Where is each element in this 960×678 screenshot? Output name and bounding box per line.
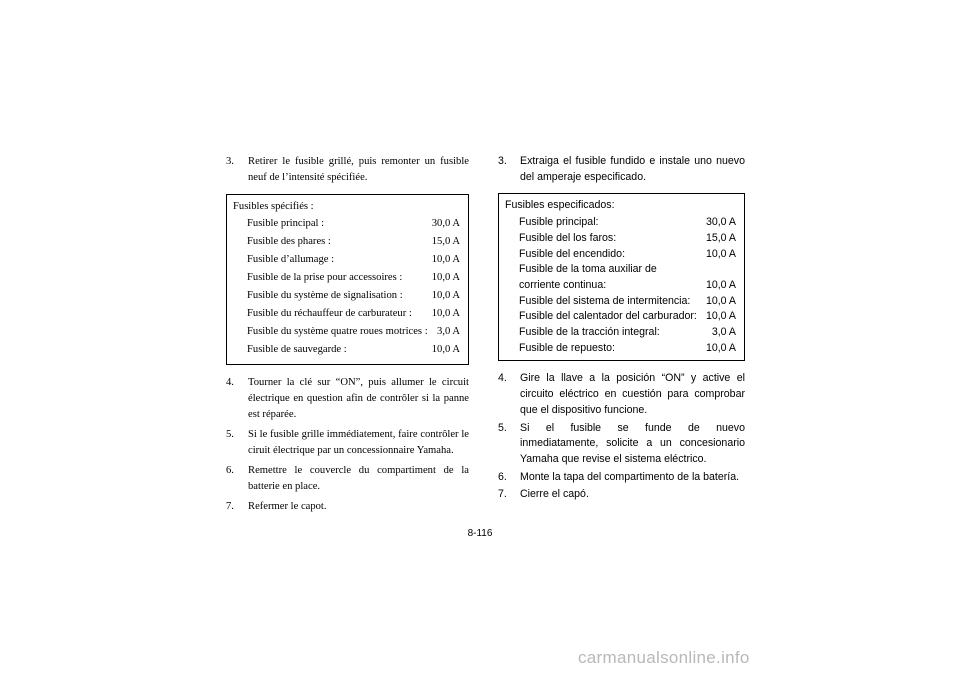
fr-step-3 xyxy=(226,154,469,186)
fr-fuse-label: Fusible principal : xyxy=(247,218,325,229)
fr-fuse-label: Fusible de sauvegarde : xyxy=(247,344,347,355)
es-fuse-row xyxy=(505,309,736,325)
fr-fuse-label: Fusible du système quatre roues motrices : xyxy=(247,326,428,337)
fr-fuse-row xyxy=(233,342,460,358)
es-step-7-number: 7. xyxy=(498,488,507,501)
fr-fuse-label: Fusible du système de signalisation : xyxy=(247,290,403,301)
es-fuse-spec-heading: Fusibles especificados: xyxy=(505,199,615,212)
fr-fuse-label: Fusible de la prise pour accessoires : xyxy=(247,272,403,283)
es-step-4-number: 4. xyxy=(498,372,507,385)
es-step-6-number: 6. xyxy=(498,470,507,483)
spanish-column xyxy=(498,154,745,505)
es-fuse-row xyxy=(505,215,736,231)
fr-step-4-text: Tourner la clé sur “ON”, puis allumer le circuit électrique en question afin de contrôler si la panne est réparée. xyxy=(248,377,469,420)
fr-fuse-label: Fusible des phares : xyxy=(247,236,331,247)
es-fuse-row xyxy=(505,262,736,293)
es-fuse-label: Fusible del calentador del carburador: xyxy=(519,310,697,323)
fr-step-5 xyxy=(226,427,469,459)
es-step-5-text: Si el fusible se funde de nuevo inmediatamente, solicite a un concesionario Yamaha que revise el sistema eléctrico. xyxy=(520,421,745,465)
fr-step-7-number: 7. xyxy=(226,501,234,512)
fr-fuse-value: 10,0 A xyxy=(431,344,460,355)
fr-fuse-row xyxy=(233,288,460,304)
es-step-7 xyxy=(498,487,745,503)
es-fuse-label: Fusible de la toma auxiliar de corriente continua: xyxy=(519,263,657,291)
fr-step-7 xyxy=(226,499,469,515)
fr-fuse-value: 3,0 A xyxy=(437,326,460,337)
fr-fuse-value: 10,0 A xyxy=(431,308,460,319)
es-fuse-spec-box xyxy=(498,193,745,361)
es-fuse-label: Fusible del los faros: xyxy=(519,231,617,244)
fr-step-5-number: 5. xyxy=(226,429,234,440)
es-fuse-row xyxy=(505,325,736,341)
es-fuse-label: Fusible de repuesto: xyxy=(519,341,615,354)
fr-step-6 xyxy=(226,463,469,495)
fr-fuse-value: 15,0 A xyxy=(431,236,460,247)
es-step-4-text: Gire la llave a la posición “ON” y active el circuito eléctrico en cuestión para comprobar que el dispositivo funcione. xyxy=(520,372,745,416)
fr-fuse-spec-box xyxy=(226,194,469,365)
fr-step-3-text: Retirer le fusible grillé, puis remonter un fusible neuf de l’intensité spécifiée. xyxy=(248,156,469,183)
es-fuse-label: Fusible de la tracción integral: xyxy=(519,326,660,339)
fr-fuse-row xyxy=(233,252,460,268)
es-step-5 xyxy=(498,421,745,468)
es-fuse-label: Fusible del sistema de intermitencia: xyxy=(519,294,691,307)
es-fuse-row xyxy=(505,341,736,357)
fr-fuse-value: 10,0 A xyxy=(431,290,460,301)
es-fuse-value: 15,0 A xyxy=(705,231,736,244)
es-step-3 xyxy=(498,154,745,185)
watermark: carmanualsonline.info xyxy=(578,648,750,667)
es-step-4 xyxy=(498,371,745,418)
fr-step-7-text: Refermer le capot. xyxy=(248,501,327,512)
es-fuse-value: 10,0 A xyxy=(705,247,736,260)
page-number: 8-116 xyxy=(467,528,493,539)
es-step-6-text: Monte la tapa del compartimento de la batería. xyxy=(520,470,740,483)
es-step-6 xyxy=(498,470,745,486)
fr-step-4 xyxy=(226,375,469,423)
es-fuse-label: Fusible del encendido: xyxy=(519,247,626,260)
fr-step-5-text: Si le fusible grille immédiatement, faire contrôler le ciruit électrique par un concessionnaire Yamaha. xyxy=(248,429,469,456)
es-fuse-value: 3,0 A xyxy=(711,326,736,339)
es-step-5-number: 5. xyxy=(498,421,507,434)
fr-step-6-number: 6. xyxy=(226,465,234,476)
es-step-3-text: Extraiga el fusible fundido e instale uno nuevo del amperaje especificado. xyxy=(520,155,745,183)
french-column xyxy=(226,154,469,519)
fr-fuse-label: Fusible d’allumage : xyxy=(247,254,335,265)
es-fuse-row xyxy=(505,247,736,263)
es-step-3-number: 3. xyxy=(498,155,507,167)
es-fuse-value: 10,0 A xyxy=(705,278,736,291)
fr-fuse-value: 10,0 A xyxy=(431,254,460,265)
fr-fuse-value: 30,0 A xyxy=(431,218,460,229)
fr-fuse-value: 10,0 A xyxy=(431,272,460,283)
fr-step-6-text: Remettre le couvercle du compartiment de la batterie en place. xyxy=(248,465,469,492)
fr-fuse-row xyxy=(233,306,460,322)
fr-fuse-row xyxy=(233,216,460,232)
es-fuse-value: 10,0 A xyxy=(705,341,736,354)
es-fuse-value: 30,0 A xyxy=(705,216,736,229)
fr-fuse-spec-heading: Fusibles spécifiés : xyxy=(233,201,314,212)
es-fuse-row xyxy=(505,294,736,310)
es-fuse-value: 10,0 A xyxy=(705,294,736,307)
fr-fuse-row xyxy=(233,324,460,340)
fr-fuse-row xyxy=(233,270,460,286)
fr-step-4-number: 4. xyxy=(226,377,234,388)
fr-fuse-row xyxy=(233,234,460,250)
es-fuse-value: 10,0 A xyxy=(705,310,736,323)
fr-fuse-label: Fusible du réchauffeur de carburateur : xyxy=(247,308,412,319)
es-fuse-label: Fusible principal: xyxy=(519,216,599,229)
es-step-7-text: Cierre el capó. xyxy=(520,488,589,501)
es-fuse-row xyxy=(505,231,736,247)
fr-step-3-number: 3. xyxy=(226,156,234,167)
